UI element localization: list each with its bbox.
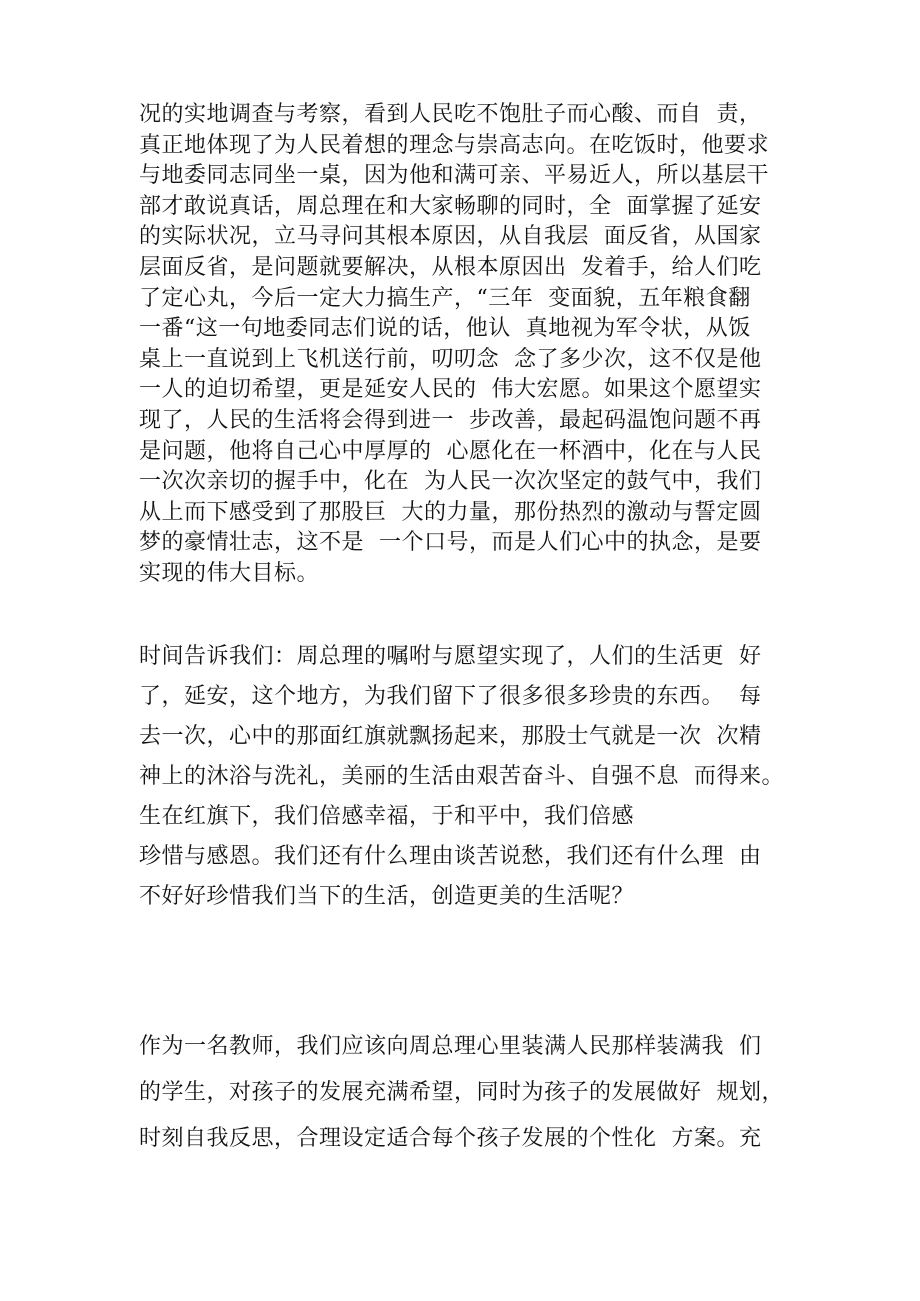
text-line: 层面反省，是问题就要解决，从根本原因出 发着手，给人们吃: [139, 254, 762, 280]
paragraph-1: [139, 100, 819, 590]
text-line: 桌上一直说到上飞机送行前，叨叨念 念了多少次，这不仅是他: [139, 346, 762, 372]
text-line: 神上的沐浴与洗礼，美丽的生活由艰苦奋斗、自强不息 而得来。: [139, 764, 784, 789]
text-line: 况的实地调查与考察，看到人民吃不饱肚子而心酸、而自 责，: [139, 102, 762, 127]
text-line: 真正地体现了为人民着想的理念与崇高志向。在吃饭时，他要求: [139, 132, 770, 158]
text-line: 的实际状况，立马寻问其根本原因，从自我层 面反省，从国家: [139, 224, 762, 250]
text-line: 了定心丸，今后一定大力搞生产，“三年 变面貌，五年粮食翻: [139, 285, 751, 311]
text-line: 一人的迫切希望，更是延安人民的 伟大宏愿。如果这个愿望实: [139, 377, 762, 403]
text-line: 一次次亲切的握手中，化在 为人民一次次坚定的鼓气中，我们: [139, 469, 762, 495]
text-line: 不好好珍惜我们当下的生活，创造更美的生活呢？: [139, 884, 635, 909]
text-line: 从上而下感受到了那股巨 大的力量，那份热烈的激动与誓定圆: [139, 499, 762, 525]
text-line: 时刻自我反思，合理设定适合每个孩子发展的个性化 方案。充: [139, 1126, 762, 1151]
text-line: 了，延安，这个地方，为我们留下了很多很多珍贵的东西。 每: [139, 684, 762, 709]
text-line: 一番“这一句地委同志们说的话，他认 真地视为军令状，从饭: [139, 316, 751, 342]
paragraph-2: [139, 637, 819, 917]
text-line: 时间告诉我们：周总理的嘱咐与愿望实现了，人们的生活更 好: [139, 644, 762, 669]
text-line: 珍惜与感恩。我们还有什么理由谈苦说愁，我们还有什么理 由: [139, 844, 762, 869]
paragraph-3: [139, 1024, 819, 1162]
text-line: 是问题，他将自己心中厚厚的 心愿化在一杯酒中，化在与人民: [139, 438, 762, 464]
text-line: 梦的豪情壮志，这不是 一个口号，而是人们心中的执念，是要: [139, 530, 762, 556]
text-line: 生在红旗下，我们倍感幸福，于和平中，我们倍感: [139, 804, 635, 829]
text-line: 部才敢说真话，周总理在和大家畅聊的同时，全 面掌握了延安: [139, 193, 762, 219]
text-line: 实现的伟大目标。: [139, 560, 320, 586]
text-line: 与地委同志同坐一桌，因为他和满可亲、平易近人，所以基层干: [139, 163, 770, 189]
text-line: 现了，人民的生活将会得到进一 步改善，最起码温饱问题不再: [139, 407, 762, 433]
text-line: 的学生，对孩子的发展充满希望，同时为孩子的发展做好 规划，: [139, 1080, 784, 1105]
text-line: 去一次，心中的那面红旗就飘扬起来，那股士气就是一次 次精: [139, 724, 762, 749]
text-line: 作为一名教师，我们应该向周总理心里装满人民那样装满我 们: [139, 1034, 762, 1059]
